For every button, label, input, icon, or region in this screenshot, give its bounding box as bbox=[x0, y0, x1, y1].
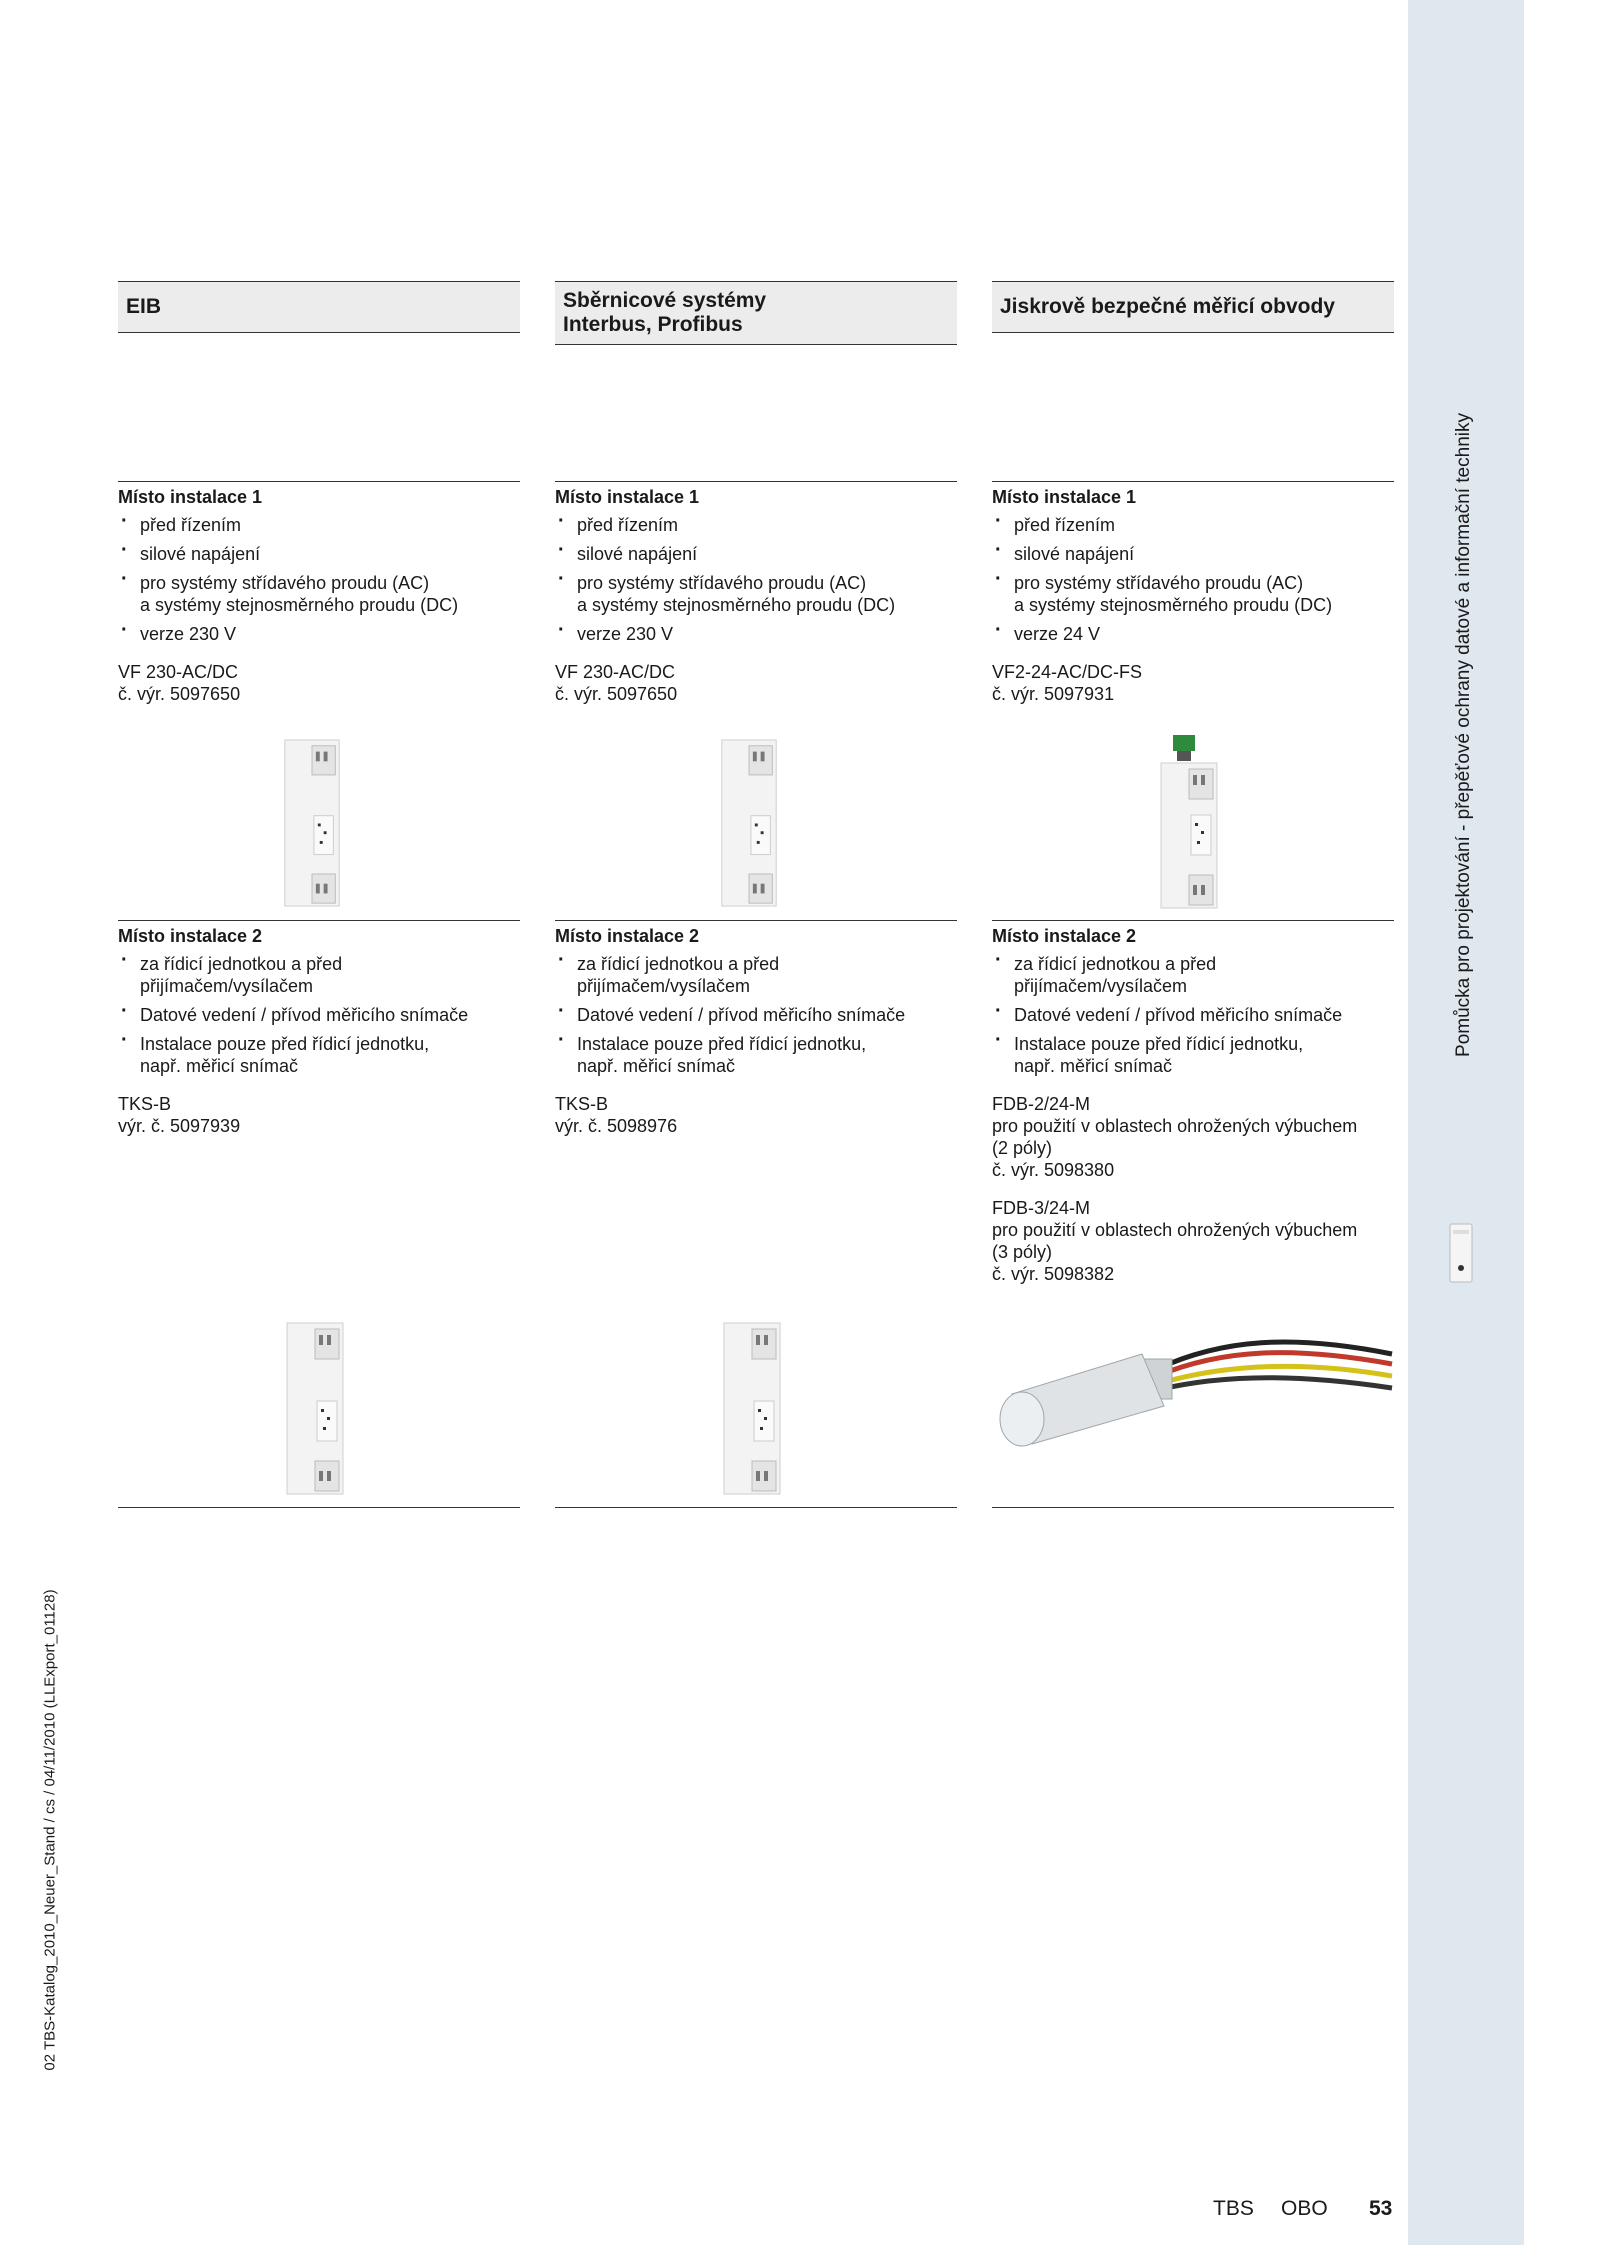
sidebar-title: Pomůcka pro projektování - přepěťové ochrany datové a informační techniky bbox=[1453, 413, 1474, 1057]
bullet-line: · před řízením bbox=[140, 515, 242, 535]
product-info bbox=[992, 1093, 1394, 1181]
bullet-line: · pro systémy střídavého proudu (AC) bbox=[577, 573, 867, 593]
bullet-item bbox=[992, 543, 1394, 565]
product-line: č. výr. 5097931 bbox=[992, 684, 1115, 704]
section-bottom-rule bbox=[555, 1507, 957, 1508]
column-header-line: Sběrnicové systémy bbox=[563, 289, 767, 312]
product-info bbox=[118, 661, 520, 705]
section-divider bbox=[118, 920, 520, 921]
product-line: VF 230-AC/DC bbox=[118, 662, 239, 682]
bullet-item bbox=[992, 623, 1394, 645]
product-image-fdb bbox=[992, 1314, 1402, 1454]
bullet-item bbox=[555, 623, 957, 645]
product-line: (2 póly) bbox=[992, 1138, 1053, 1158]
section-bottom-rule bbox=[992, 1507, 1394, 1508]
bullet-line: · verze 230 V bbox=[140, 624, 237, 644]
section-divider bbox=[992, 481, 1394, 482]
product-line: TKS-B bbox=[555, 1094, 609, 1114]
product-line: (3 póly) bbox=[992, 1242, 1053, 1262]
bullet-item bbox=[555, 953, 957, 997]
section-divider bbox=[992, 920, 1394, 921]
bullet-line: přijímačem/vysílačem bbox=[577, 976, 751, 996]
product-line: VF 230-AC/DC bbox=[555, 662, 676, 682]
product-info bbox=[555, 1093, 957, 1137]
product-info bbox=[992, 1197, 1394, 1285]
bullet-item bbox=[118, 514, 520, 536]
section-divider bbox=[555, 920, 957, 921]
bullet-line: např. měřicí snímač bbox=[140, 1056, 299, 1076]
installation-2 bbox=[118, 925, 520, 1137]
page-number: 53 bbox=[1369, 2197, 1393, 2220]
bullet-line: např. měřicí snímač bbox=[577, 1056, 736, 1076]
bullet-item bbox=[555, 1004, 957, 1026]
product-image-vf230-col1 bbox=[280, 738, 344, 908]
installation-2 bbox=[555, 925, 957, 1137]
bullet-item bbox=[118, 1033, 520, 1077]
bullet-line: · silové napájení bbox=[577, 544, 698, 564]
bullet-item bbox=[118, 572, 520, 616]
bullet-item bbox=[992, 514, 1394, 536]
product-line: pro použití v oblastech ohrožených výbuchem bbox=[992, 1220, 1358, 1240]
bullet-line: a systémy stejnosměrného proudu (DC) bbox=[1014, 595, 1333, 615]
section-title: Místo instalace 1 bbox=[555, 487, 700, 507]
product-line: VF2-24-AC/DC-FS bbox=[992, 662, 1143, 682]
installation-1 bbox=[992, 486, 1394, 705]
bullet-line: a systémy stejnosměrného proudu (DC) bbox=[140, 595, 459, 615]
installation-2 bbox=[992, 925, 1394, 1285]
product-image-tks-b-col2 bbox=[717, 1321, 787, 1496]
bullet-line: · Instalace pouze před řídicí jednotku, bbox=[1014, 1034, 1304, 1054]
sidebar-thumbnail bbox=[1444, 1222, 1478, 1288]
product-info bbox=[555, 661, 957, 705]
section-divider bbox=[118, 481, 520, 482]
product-line: FDB-3/24-M bbox=[992, 1198, 1091, 1218]
section-bottom-rule bbox=[118, 1507, 520, 1508]
bullet-item bbox=[555, 572, 957, 616]
bullet-line: · Instalace pouze před řídicí jednotku, bbox=[577, 1034, 867, 1054]
section-title: Místo instalace 1 bbox=[118, 487, 263, 507]
product-line: výr. č. 5098976 bbox=[555, 1116, 678, 1136]
footer-code: 02 TBS-Katalog_2010_Neuer_Stand / cs / 04/11/2010 (LLExport_01128) bbox=[41, 1589, 59, 2071]
bullet-line: · verze 24 V bbox=[1014, 624, 1101, 644]
bullet-line: např. měřicí snímač bbox=[1014, 1056, 1173, 1076]
bullet-line: přijímačem/vysílačem bbox=[1014, 976, 1188, 996]
section-title: Místo instalace 1 bbox=[992, 487, 1137, 507]
product-line: č. výr. 5098380 bbox=[992, 1160, 1115, 1180]
footer-brand-obo: OBO bbox=[1281, 2197, 1328, 2220]
bullet-line: · za řídicí jednotkou a před bbox=[140, 954, 343, 974]
bullet-item bbox=[118, 543, 520, 565]
product-line: pro použití v oblastech ohrožených výbuchem bbox=[992, 1116, 1358, 1136]
product-line: č. výr. 5097650 bbox=[118, 684, 241, 704]
bullet-line: · pro systémy střídavého proudu (AC) bbox=[1014, 573, 1304, 593]
bullet-line: · před řízením bbox=[1014, 515, 1116, 535]
bullet-item bbox=[555, 1033, 957, 1077]
bullet-line: · verze 230 V bbox=[577, 624, 674, 644]
product-info bbox=[992, 661, 1394, 705]
product-info bbox=[118, 1093, 520, 1137]
bullet-line: · za řídicí jednotkou a před bbox=[577, 954, 780, 974]
bullet-line: · za řídicí jednotkou a před bbox=[1014, 954, 1217, 974]
product-line: FDB-2/24-M bbox=[992, 1094, 1091, 1114]
bullet-item bbox=[992, 572, 1394, 616]
bullet-line: · silové napájení bbox=[1014, 544, 1135, 564]
product-line: č. výr. 5098382 bbox=[992, 1264, 1115, 1284]
bullet-line: · před řízením bbox=[577, 515, 679, 535]
bullet-item bbox=[118, 623, 520, 645]
installation-1 bbox=[555, 486, 957, 705]
section-title: Místo instalace 2 bbox=[992, 926, 1137, 946]
column-header-line: Interbus, Profibus bbox=[563, 313, 743, 336]
bullet-line: · Datové vedení / přívod měřicího snímače bbox=[140, 1005, 469, 1025]
section-title: Místo instalace 2 bbox=[118, 926, 263, 946]
bullet-item bbox=[555, 543, 957, 565]
bullet-line: přijímačem/vysílačem bbox=[140, 976, 314, 996]
section-divider bbox=[555, 481, 957, 482]
bullet-item bbox=[992, 1033, 1394, 1077]
bullet-line: · Instalace pouze před řídicí jednotku, bbox=[140, 1034, 430, 1054]
bullet-line: a systémy stejnosměrného proudu (DC) bbox=[577, 595, 896, 615]
bullet-item bbox=[992, 953, 1394, 997]
product-line: výr. č. 5097939 bbox=[118, 1116, 241, 1136]
product-line: TKS-B bbox=[118, 1094, 172, 1114]
product-image-vf230-col2 bbox=[717, 738, 781, 908]
bullet-line: · Datové vedení / přívod měřicího snímače bbox=[1014, 1005, 1343, 1025]
column-header-line: EIB bbox=[126, 295, 162, 318]
footer-brand-tbs: TBS bbox=[1213, 2197, 1254, 2220]
bullet-line: · Datové vedení / přívod měřicího snímače bbox=[577, 1005, 906, 1025]
bullet-item bbox=[118, 953, 520, 997]
product-line: č. výr. 5097650 bbox=[555, 684, 678, 704]
column-header-line: Jiskrově bezpečné měřicí obvody bbox=[1000, 295, 1335, 318]
bullet-item bbox=[992, 1004, 1394, 1026]
product-image-vf2-24 bbox=[1154, 735, 1224, 910]
bullet-line: · pro systémy střídavého proudu (AC) bbox=[140, 573, 430, 593]
column-header bbox=[118, 281, 520, 333]
bullet-item bbox=[555, 514, 957, 536]
column-header bbox=[992, 281, 1394, 333]
bullet-line: · silové napájení bbox=[140, 544, 261, 564]
column-header bbox=[555, 281, 957, 345]
installation-1 bbox=[118, 486, 520, 705]
bullet-item bbox=[118, 1004, 520, 1026]
product-image-tks-b-col1 bbox=[280, 1321, 350, 1496]
section-title: Místo instalace 2 bbox=[555, 926, 700, 946]
